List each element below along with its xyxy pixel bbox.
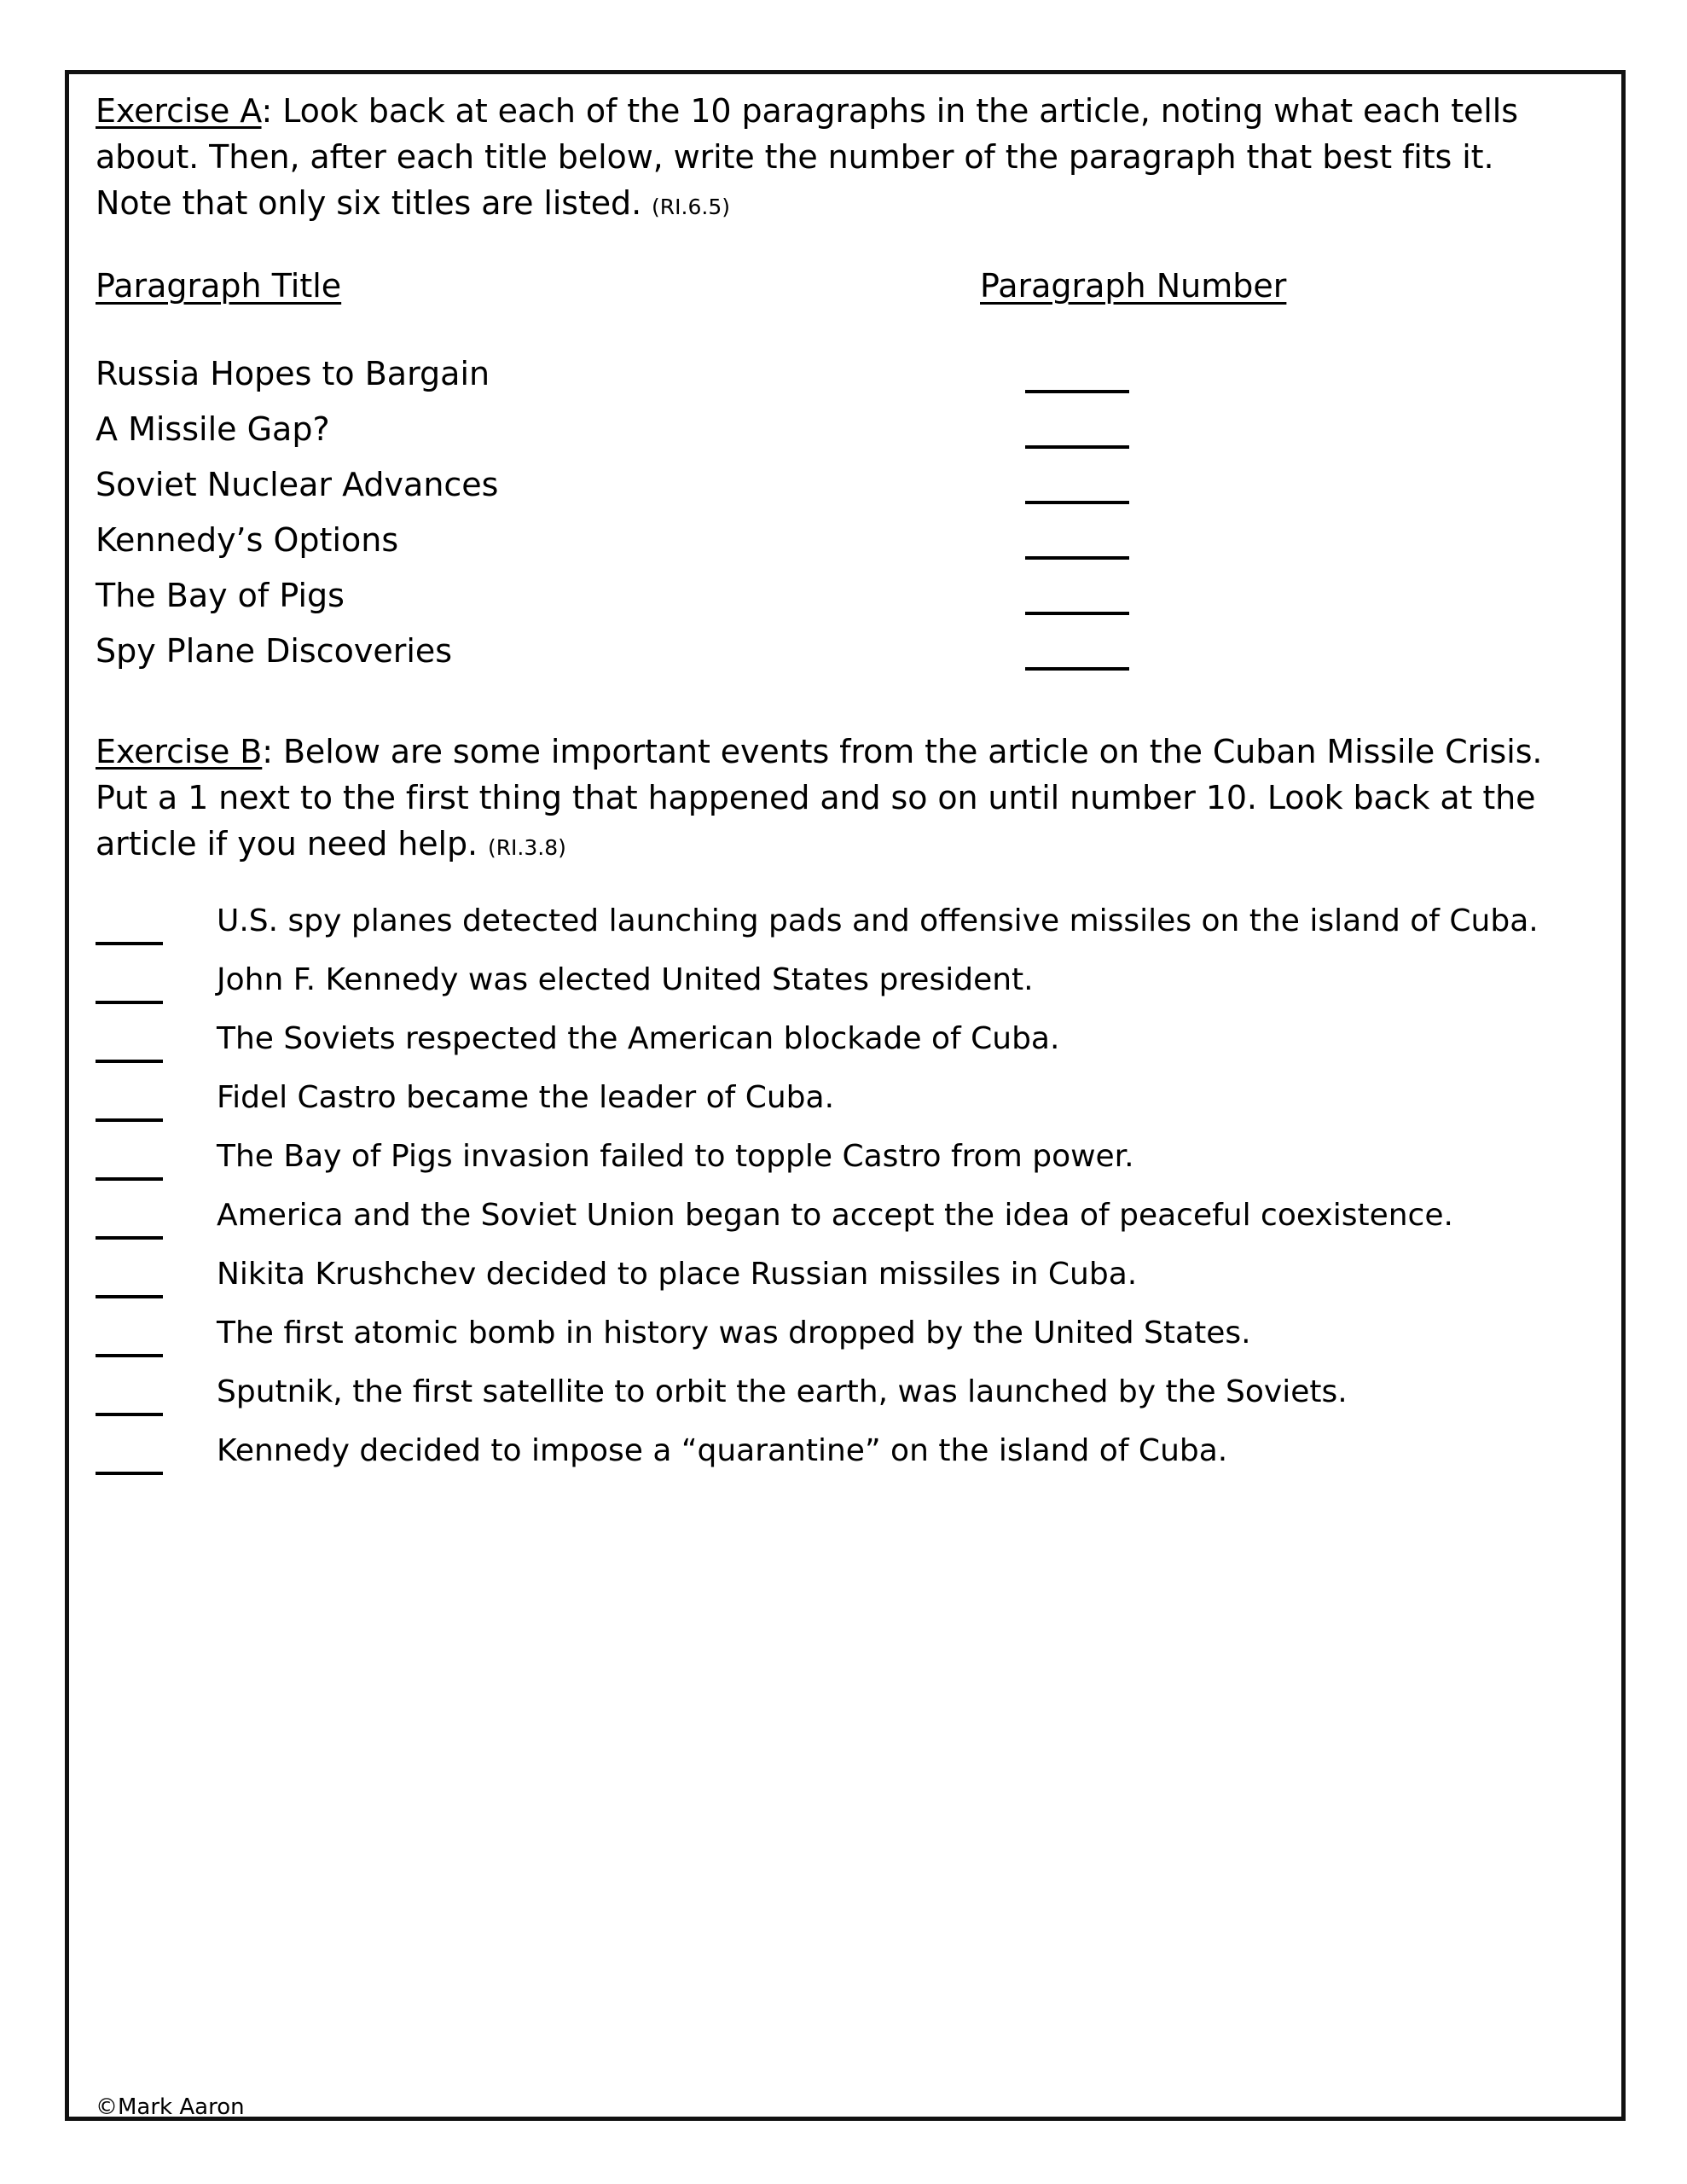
paragraph-title-label: The Bay of Pigs <box>96 576 345 614</box>
list-item <box>96 1374 1547 1433</box>
sequence-number-blank[interactable] <box>96 1354 163 1357</box>
exercise-a-rows <box>96 355 1547 688</box>
sequence-number-blank[interactable] <box>96 942 163 945</box>
event-text: The Bay of Pigs invasion failed to topple Castro from power. <box>217 1138 1134 1174</box>
paragraph-number-blank[interactable] <box>1025 556 1129 560</box>
column-header-paragraph-title: Paragraph Title <box>96 266 342 305</box>
paragraph-number-blank[interactable] <box>1025 390 1129 393</box>
copyright-credit: ©Mark Aaron <box>96 2094 245 2120</box>
event-text: The first atomic bomb in history was dropped by the United States. <box>217 1315 1251 1350</box>
list-item <box>96 1021 1547 1080</box>
list-item <box>96 1139 1547 1198</box>
sequence-number-blank[interactable] <box>96 1001 163 1004</box>
event-text: The Soviets respected the American blockade of Cuba. <box>217 1020 1060 1056</box>
exercise-a-column-headers <box>96 267 1547 310</box>
paragraph-title-label: A Missile Gap? <box>96 410 330 448</box>
exercise-b-instructions <box>96 729 1547 868</box>
paragraph-title-label: Spy Plane Discoveries <box>96 631 453 670</box>
paragraph-title-label: Russia Hopes to Bargain <box>96 354 490 392</box>
worksheet-content <box>96 89 1547 2136</box>
exercise-a-instructions <box>96 89 1547 227</box>
list-item <box>96 1433 1547 1492</box>
sequence-number-blank[interactable] <box>96 1060 163 1063</box>
list-item <box>96 903 1547 962</box>
event-text: Fidel Castro became the leader of Cuba. <box>217 1079 835 1115</box>
paragraph-number-blank[interactable] <box>1025 501 1129 504</box>
sequence-number-blank[interactable] <box>96 1295 163 1298</box>
list-item <box>96 1316 1547 1374</box>
paragraph-title-label: Kennedy’s Options <box>96 520 399 559</box>
list-item <box>96 962 1547 1021</box>
table-row <box>96 632 1547 688</box>
event-text: John F. Kennedy was elected United States president. <box>217 961 1034 997</box>
table-row <box>96 577 1547 632</box>
exercise-a-label: Exercise A <box>96 92 262 130</box>
sequence-number-blank[interactable] <box>96 1236 163 1240</box>
exercise-b-instruction-text: : Below are some important events from the article on the Cuban Missile Crisis. Put a 1 next to the first thing that happened and so on until number 10. Look back at the article if you need help. <box>96 732 1543 863</box>
sequence-number-blank[interactable] <box>96 1413 163 1416</box>
event-text: Kennedy decided to impose a “quarantine” on the island of Cuba. <box>217 1432 1228 1468</box>
event-text: Nikita Krushchev decided to place Russian missiles in Cuba. <box>217 1256 1138 1292</box>
paragraph-number-blank[interactable] <box>1025 445 1129 449</box>
paragraph-number-blank[interactable] <box>1025 667 1129 671</box>
list-item <box>96 1080 1547 1139</box>
exercise-b-section <box>96 729 1547 1492</box>
exercise-b-standard: (RI.3.8) <box>487 834 566 860</box>
table-row <box>96 521 1547 577</box>
paragraph-title-label: Soviet Nuclear Advances <box>96 465 499 503</box>
table-row <box>96 466 1547 521</box>
exercise-b-label: Exercise B <box>96 732 263 770</box>
list-item <box>96 1198 1547 1257</box>
exercise-a-instruction-text: : Look back at each of the 10 paragraphs in the article, noting what each tells about. Then, after each title below, write the number of the paragraph that best fits it. Note that only six titles are listed. <box>96 92 1518 222</box>
event-text: U.S. spy planes detected launching pads and offensive missiles on the island of Cuba. <box>217 903 1539 938</box>
sequence-number-blank[interactable] <box>96 1472 163 1475</box>
exercise-b-rows <box>96 903 1547 1492</box>
list-item <box>96 1257 1547 1316</box>
paragraph-number-blank[interactable] <box>1025 612 1129 615</box>
event-text: America and the Soviet Union began to accept the idea of peaceful coexistence. <box>217 1197 1453 1233</box>
sequence-number-blank[interactable] <box>96 1177 163 1181</box>
event-text: Sputnik, the first satellite to orbit the earth, was launched by the Soviets. <box>217 1374 1348 1409</box>
column-header-paragraph-number: Paragraph Number <box>980 266 1287 305</box>
sequence-number-blank[interactable] <box>96 1118 163 1122</box>
table-row <box>96 355 1547 410</box>
table-row <box>96 410 1547 466</box>
exercise-a-standard: (RI.6.5) <box>652 194 731 219</box>
